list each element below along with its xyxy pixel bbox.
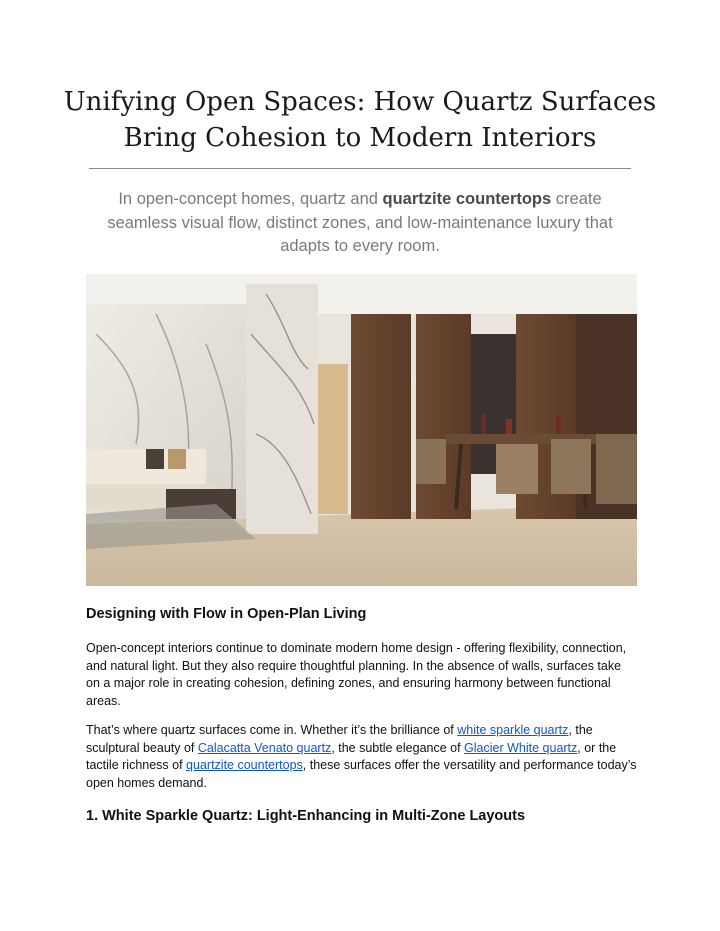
paragraph-text: , the sculptural beauty of (86, 723, 593, 755)
subtitle-bold-text: quartzite countertops (382, 190, 552, 208)
quartzite-countertops-link[interactable]: quartzite countertops (186, 758, 303, 772)
glacier-white-quartz-link[interactable]: Glacier White quartz (464, 740, 578, 755)
subtitle-text-end: create seamless visual flow, distinct zones, and low-maintenance luxury that adapts to every room. (107, 190, 613, 255)
paragraph-text: That’s where quartz surfaces come in. Whether it’s the brilliance of (86, 723, 458, 737)
section-heading-flow: Designing with Flow in Open-Plan Living (86, 606, 367, 622)
hero-image (86, 274, 637, 586)
quartz-paragraph (86, 722, 638, 792)
article-subtitle (84, 188, 636, 259)
paragraph-text: , or the tactile richness of (86, 740, 617, 772)
subtitle-text-start: In open-concept homes, quartz and (118, 190, 383, 208)
open-plan-living-dining-photo-icon (86, 274, 637, 586)
white-sparkle-quartz-link[interactable]: white sparkle quartz (457, 723, 569, 737)
title-divider (89, 168, 631, 169)
intro-paragraph: Open-concept interiors continue to dominate modern home design - offering flexibility, connection, and natural light. But they also require thoughtful planning. In the absence of walls, surfaces take on a major role in creating cohesion, defining zones, and ensuring harmony between functional areas. (86, 641, 627, 708)
article-title (60, 84, 660, 156)
paragraph-text: , the subtle elegance of (331, 740, 465, 755)
title-line-2: Bring Cohesion to Modern Interiors (123, 123, 597, 153)
paragraph-text: , these surfaces offer the versatility and performance today’s open homes demand. (86, 758, 637, 790)
section-heading-white-sparkle: 1. White Sparkle Quartz: Light-Enhancing in Multi-Zone Layouts (86, 808, 526, 824)
calacatta-venato-quartz-link[interactable]: Calacatta Venato quartz (197, 740, 332, 755)
title-line-1: Unifying Open Spaces: How Quartz Surfaces (63, 87, 657, 117)
